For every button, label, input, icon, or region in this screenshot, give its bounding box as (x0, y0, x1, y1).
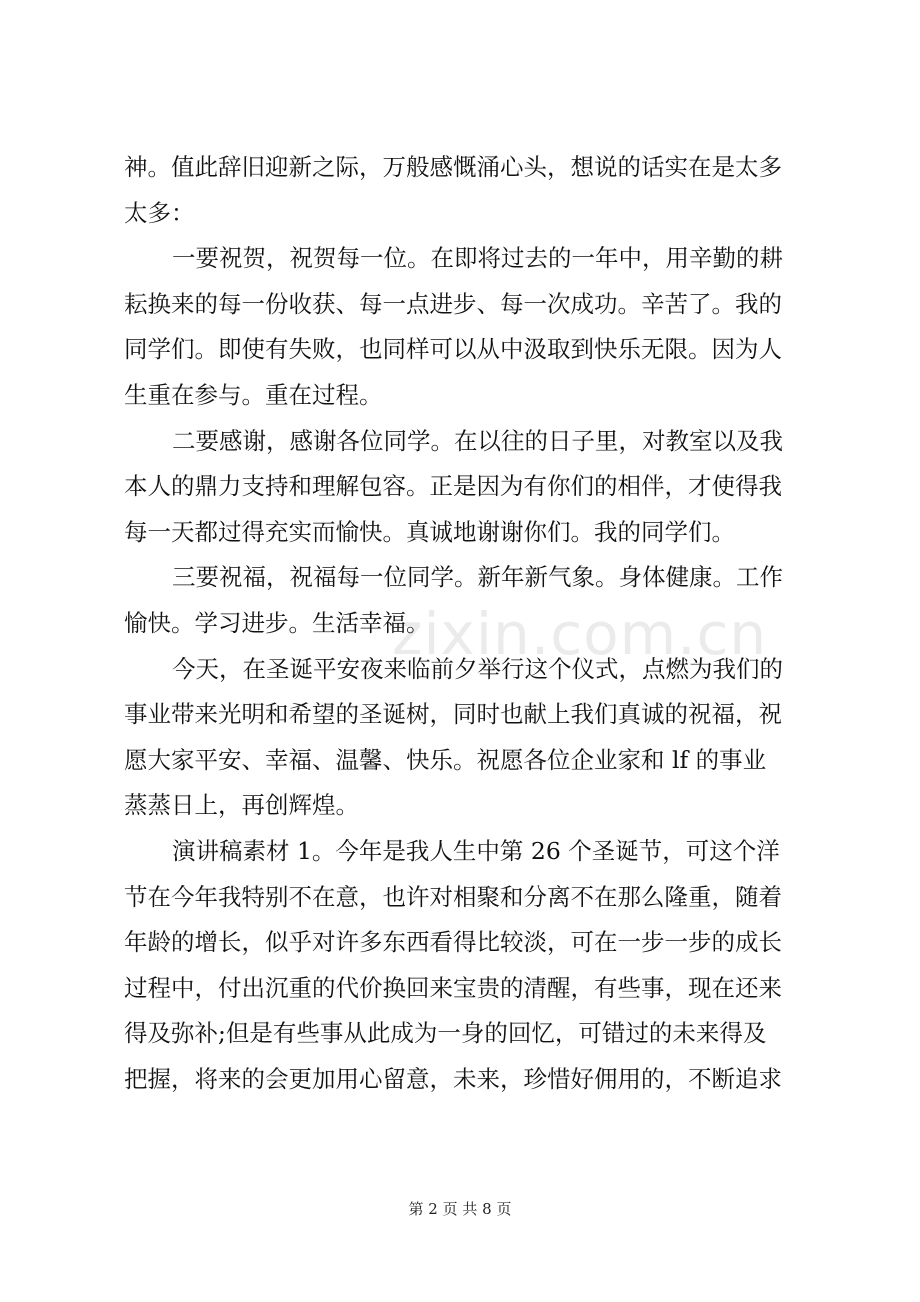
watermark: zixin.com.cn (392, 600, 768, 668)
text-line: 太多： (124, 199, 195, 227)
text-line: 神。值此辞旧迎新之际，万般感慨涌心头，想说的话实在是太多 (124, 153, 782, 181)
text-line: 生重在参与。重在过程。 (124, 381, 383, 409)
text-line: 每一天都过得充实而愉快。真诚地谢谢你们。我的同学们。 (124, 518, 735, 546)
text-line: 愿大家平安、幸福、温馨、快乐。祝愿各位企业家和 lf 的事业 (124, 746, 767, 774)
text-line: 事业带来光明和希望的圣诞树，同时也献上我们真诚的祝福，祝 (124, 700, 782, 728)
paragraph-first-line: 演讲稿素材 1。今年是我人生中第 26 个圣诞节，可这个洋 (172, 837, 780, 865)
text-line: 同学们。即使有失败，也同样可以从中汲取到快乐无限。因为人 (124, 335, 782, 363)
text-line: 本人的鼎力支持和理解包容。正是因为有你们的相伴，才使得我 (124, 472, 782, 500)
text-line: 年龄的增长，似乎对许多东西看得比较淡，可在一步一步的成长 (124, 928, 782, 956)
text-line: 把握，将来的会更加用心留意，未来，珍惜好佣用的，不断追求 (124, 1065, 782, 1093)
text-line: 蒸蒸日上，再创辉煌。 (124, 791, 359, 819)
paragraph-first-line: 一要祝贺，祝贺每一位。在即将过去的一年中，用辛勤的耕 (172, 244, 783, 272)
paragraph-first-line: 二要感谢，感谢各位同学。在以往的日子里，对教室以及我 (172, 427, 783, 455)
text-line: 得及弥补;但是有些事从此成为一身的回忆，可错过的未来得及 (124, 1019, 767, 1047)
paragraph-first-line: 今天，在圣诞平安夜来临前夕举行这个仪式，点燃为我们的 (172, 655, 783, 683)
text-line: 节在今年我特别不在意，也许对相聚和分离不在那么隆重，随着 (124, 883, 782, 911)
text-line: 耘换来的每一份收获、每一点进步、每一次成功。辛苦了。我的 (124, 290, 782, 318)
text-line: 愉快。学习进步。生活幸福。 (124, 609, 430, 637)
page-number-footer: 第 2 页 共 8 页 (408, 1200, 512, 1218)
paragraph-first-line: 三要祝福，祝福每一位同学。新年新气象。身体健康。工作 (172, 563, 783, 591)
text-line: 过程中，付出沉重的代价换回来宝贵的清醒，有些事，现在还来 (124, 974, 782, 1002)
